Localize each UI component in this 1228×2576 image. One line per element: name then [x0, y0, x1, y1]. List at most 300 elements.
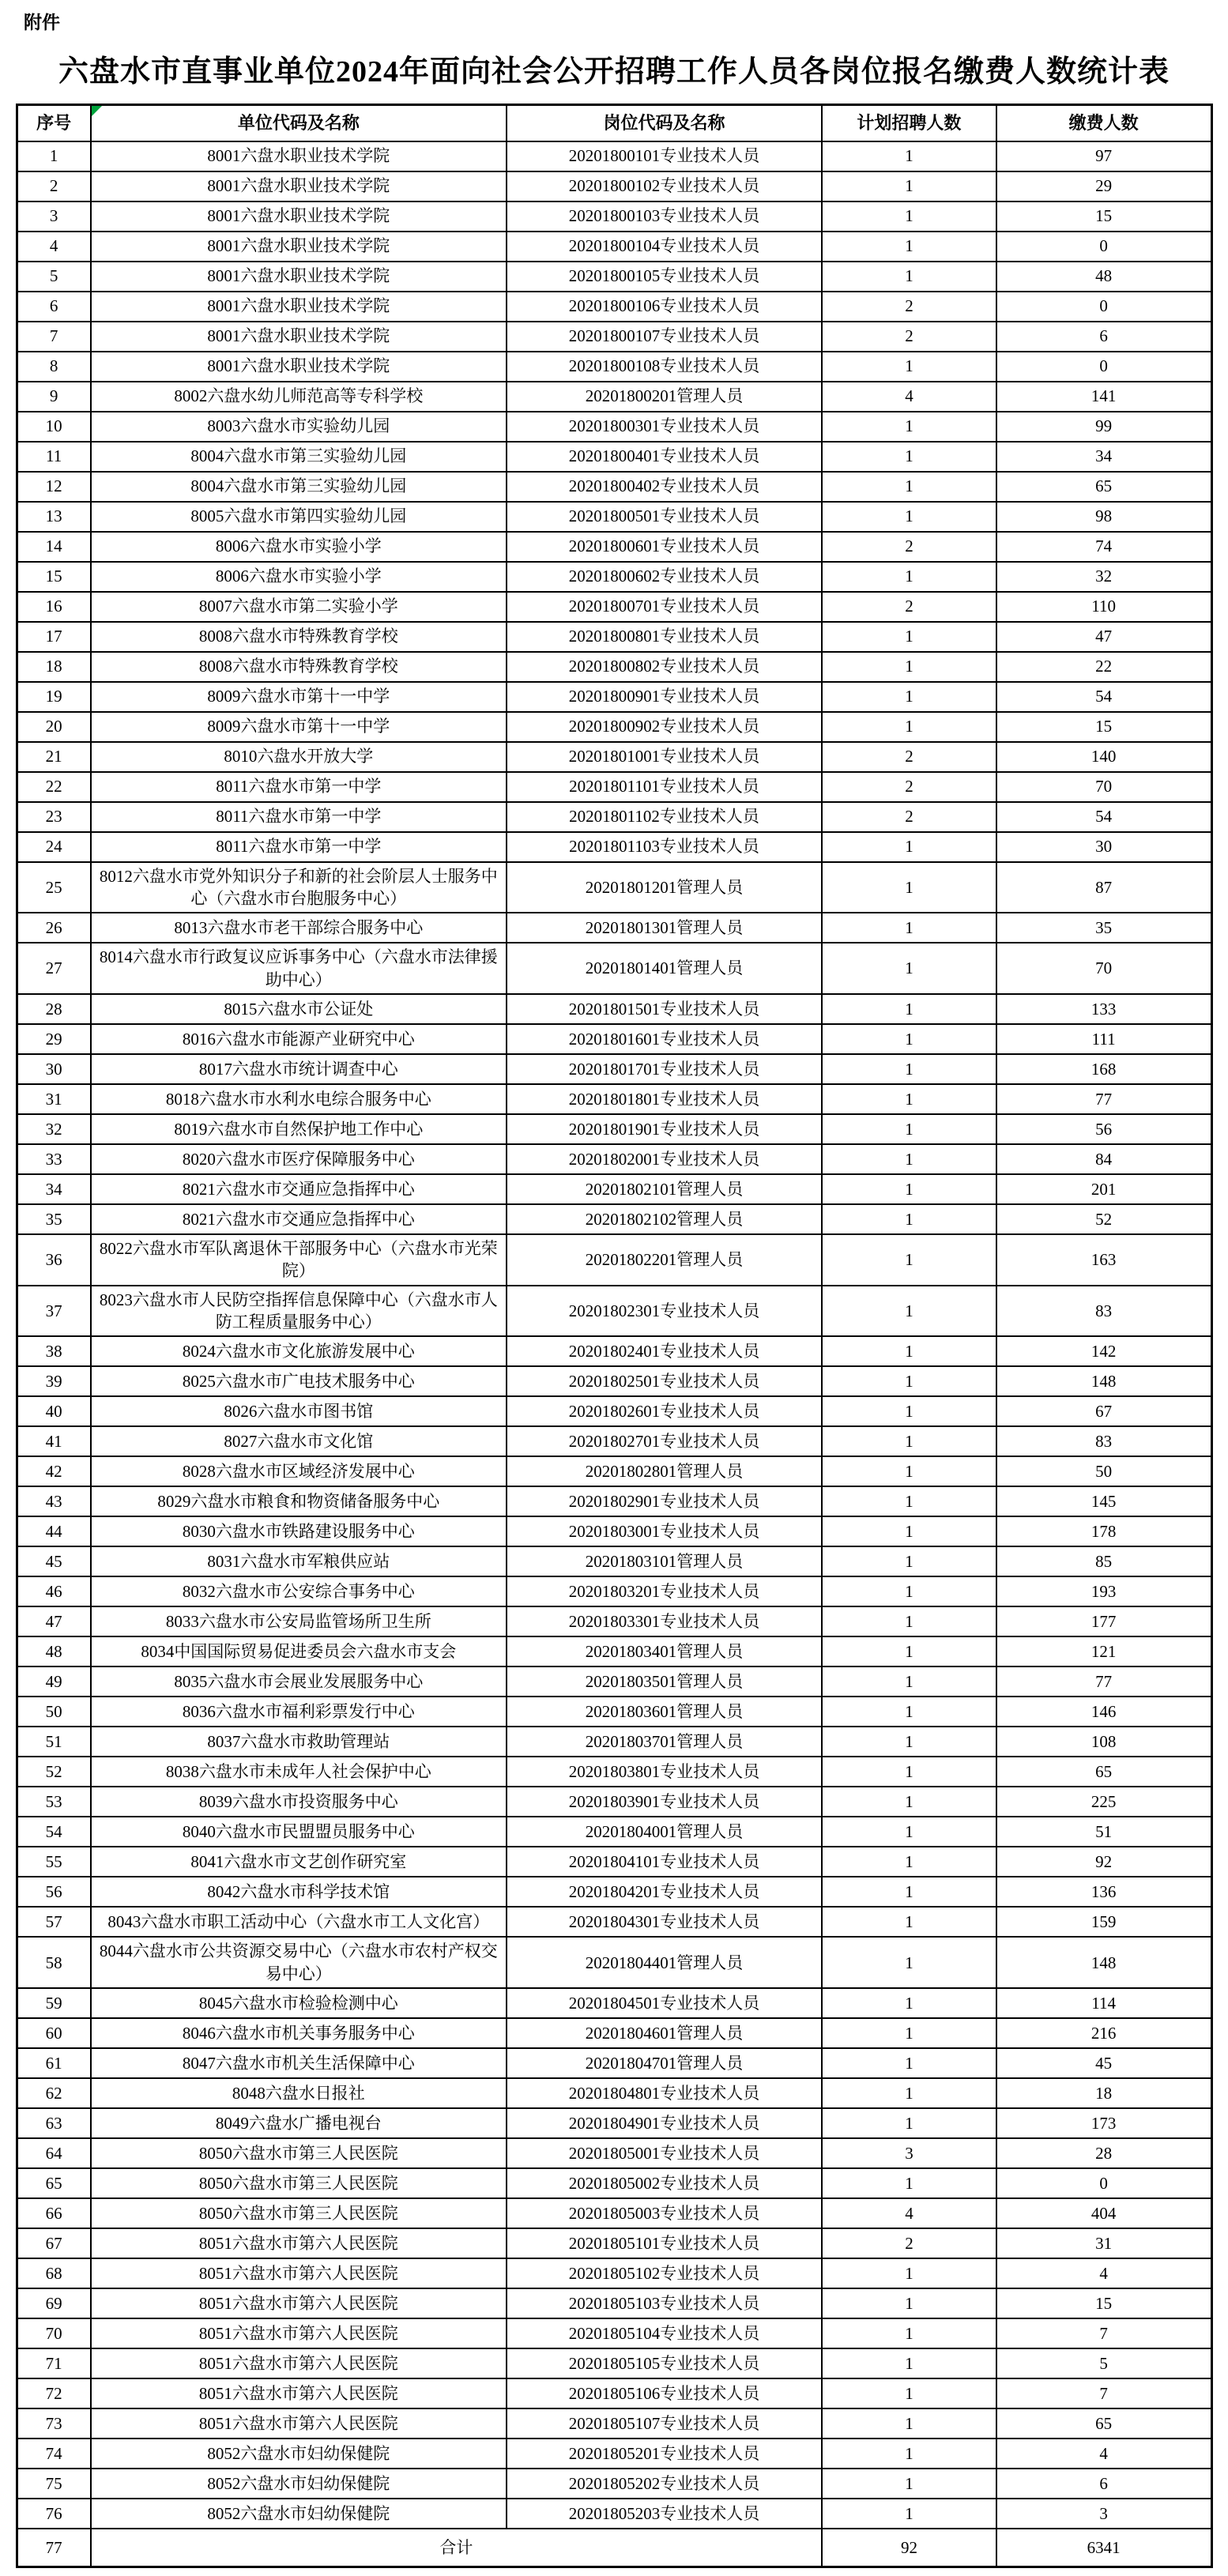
cell-planned: 1: [822, 1516, 996, 1546]
cell-paid: 136: [996, 1877, 1211, 1907]
cell-seq: 32: [17, 1114, 91, 1144]
cell-paid: 65: [996, 1757, 1211, 1787]
cell-position: 20201802102管理人员: [507, 1204, 822, 1234]
cell-position: 20201801001专业技术人员: [507, 742, 822, 772]
cell-position: 20201800701专业技术人员: [507, 592, 822, 622]
header-row: [17, 104, 1211, 141]
table-body: [17, 141, 1211, 2529]
table-row: [17, 502, 1211, 532]
cell-planned: 1: [822, 2408, 996, 2439]
cell-position: 20201800101专业技术人员: [507, 141, 822, 171]
cell-paid: 83: [996, 1426, 1211, 1456]
cell-paid: 15: [996, 201, 1211, 232]
cell-seq: 1: [17, 141, 91, 171]
table-row: [17, 562, 1211, 592]
cell-unit: 8042六盘水市科学技术馆: [91, 1877, 507, 1907]
table-row: [17, 2258, 1211, 2288]
cell-planned: 1: [822, 1757, 996, 1787]
cell-position: 20201804901专业技术人员: [507, 2108, 822, 2138]
cell-position: 20201803401管理人员: [507, 1636, 822, 1666]
cell-position: 20201805001专业技术人员: [507, 2138, 822, 2168]
cell-position: 20201800301专业技术人员: [507, 412, 822, 442]
table-row: [17, 141, 1211, 171]
cell-seq: 77: [17, 2529, 91, 2567]
cell-unit: 8011六盘水市第一中学: [91, 772, 507, 802]
cell-position: 20201800602专业技术人员: [507, 562, 822, 592]
cell-position: 20201805107专业技术人员: [507, 2408, 822, 2439]
cell-position: 20201805003专业技术人员: [507, 2198, 822, 2228]
cell-position: 20201800108专业技术人员: [507, 352, 822, 382]
cell-position: 20201801601专业技术人员: [507, 1024, 822, 1054]
cell-unit: 8019六盘水市自然保护地工作中心: [91, 1114, 507, 1144]
cell-paid: 98: [996, 502, 1211, 532]
cell-seq: 44: [17, 1516, 91, 1546]
cell-unit: 8051六盘水市第六人民医院: [91, 2318, 507, 2348]
table-row: [17, 2048, 1211, 2078]
cell-paid: 48: [996, 262, 1211, 292]
cell-seq: 29: [17, 1024, 91, 1054]
cell-paid: 177: [996, 1606, 1211, 1636]
cell-paid: 77: [996, 1666, 1211, 1697]
recruitment-stats-table: [16, 104, 1213, 2568]
cell-unit: 8051六盘水市第六人民医院: [91, 2228, 507, 2258]
cell-position: 20201800501专业技术人员: [507, 502, 822, 532]
cell-paid: 142: [996, 1336, 1211, 1366]
table-row: [17, 1396, 1211, 1426]
cell-paid: 404: [996, 2198, 1211, 2228]
table-row: [17, 1877, 1211, 1907]
cell-position: 20201802101管理人员: [507, 1174, 822, 1204]
cell-seq: 63: [17, 2108, 91, 2138]
cell-planned: 1: [822, 2499, 996, 2529]
cell-position: 20201802601专业技术人员: [507, 1396, 822, 1426]
cell-position: 20201805201专业技术人员: [507, 2439, 822, 2469]
cell-position: 20201804101专业技术人员: [507, 1847, 822, 1877]
cell-unit: 8025六盘水市广电技术服务中心: [91, 1366, 507, 1396]
cell-paid: 193: [996, 1576, 1211, 1606]
cell-planned: 1: [822, 1396, 996, 1426]
table-row: [17, 1024, 1211, 1054]
cell-seq: 38: [17, 1336, 91, 1366]
cell-paid: 110: [996, 592, 1211, 622]
table-row: [17, 1576, 1211, 1606]
cell-position: 20201800901专业技术人员: [507, 682, 822, 712]
cell-paid: 87: [996, 862, 1211, 913]
cell-paid: 47: [996, 622, 1211, 652]
cell-seq: 60: [17, 2018, 91, 2048]
table-row: [17, 772, 1211, 802]
table-row: [17, 1336, 1211, 1366]
table-row: [17, 2018, 1211, 2048]
cell-unit: 8002六盘水幼儿师范高等专科学校: [91, 382, 507, 412]
cell-unit: 8045六盘水市检验检测中心: [91, 1988, 507, 2018]
table-row: [17, 1174, 1211, 1204]
cell-paid: 45: [996, 2048, 1211, 2078]
cell-paid: 18: [996, 2078, 1211, 2108]
cell-seq: 76: [17, 2499, 91, 2529]
table-row: [17, 1286, 1211, 1337]
cell-paid: 148: [996, 1937, 1211, 1988]
cell-planned: 2: [822, 292, 996, 322]
cell-position: 20201805002专业技术人员: [507, 2168, 822, 2198]
table-header: [17, 104, 1211, 141]
cell-planned: 2: [822, 742, 996, 772]
cell-position: 20201800801专业技术人员: [507, 622, 822, 652]
cell-planned: 1: [822, 2078, 996, 2108]
cell-unit: 8006六盘水市实验小学: [91, 562, 507, 592]
table-row: [17, 382, 1211, 412]
cell-paid: 15: [996, 712, 1211, 742]
cell-paid: 15: [996, 2288, 1211, 2318]
cell-unit: 8050六盘水市第三人民医院: [91, 2138, 507, 2168]
cell-position: 20201805103专业技术人员: [507, 2288, 822, 2318]
cell-seq: 39: [17, 1366, 91, 1396]
table-row: [17, 262, 1211, 292]
cell-unit: 8001六盘水职业技术学院: [91, 292, 507, 322]
table-row: [17, 1697, 1211, 1727]
table-row: [17, 532, 1211, 562]
cell-seq: 19: [17, 682, 91, 712]
cell-position: 20201804701管理人员: [507, 2048, 822, 2078]
table-row: [17, 994, 1211, 1024]
cell-seq: 47: [17, 1606, 91, 1636]
cell-seq: 33: [17, 1144, 91, 1174]
cell-seq: 5: [17, 262, 91, 292]
cell-planned: 1: [822, 682, 996, 712]
cell-seq: 20: [17, 712, 91, 742]
cell-paid: 35: [996, 913, 1211, 943]
cell-position: 20201800104专业技术人员: [507, 232, 822, 262]
cell-total-label: 合计: [91, 2529, 822, 2567]
cell-planned: 1: [822, 2348, 996, 2378]
cell-position: 20201800902专业技术人员: [507, 712, 822, 742]
table-row: [17, 2078, 1211, 2108]
cell-planned: 1: [822, 352, 996, 382]
cell-seq: 73: [17, 2408, 91, 2439]
cell-paid: 121: [996, 1636, 1211, 1666]
cell-planned: 2: [822, 322, 996, 352]
cell-planned: 4: [822, 2198, 996, 2228]
cell-position: 20201805202专业技术人员: [507, 2469, 822, 2499]
table-row: [17, 652, 1211, 682]
cell-paid: 65: [996, 2408, 1211, 2439]
cell-planned: 1: [822, 1204, 996, 1234]
cell-seq: 8: [17, 352, 91, 382]
cell-paid: 6: [996, 322, 1211, 352]
cell-unit: 8038六盘水市未成年人社会保护中心: [91, 1757, 507, 1787]
cell-planned: 1: [822, 1336, 996, 1366]
cell-unit: 8052六盘水市妇幼保健院: [91, 2439, 507, 2469]
cell-seq: 75: [17, 2469, 91, 2499]
cell-unit: 8040六盘水市民盟盟员服务中心: [91, 1817, 507, 1847]
table-row: [17, 201, 1211, 232]
cell-seq: 46: [17, 1576, 91, 1606]
cell-unit: 8044六盘水市公共资源交易中心（六盘水市农村产权交易中心）: [91, 1937, 507, 1988]
cell-planned: 1: [822, 262, 996, 292]
cell-position: 20201801102专业技术人员: [507, 802, 822, 832]
cell-seq: 35: [17, 1204, 91, 1234]
cell-position: 20201802001专业技术人员: [507, 1144, 822, 1174]
header-position: 岗位代码及名称: [507, 104, 822, 141]
table-row: [17, 1426, 1211, 1456]
cell-paid: 56: [996, 1114, 1211, 1144]
cell-position: 20201800105专业技术人员: [507, 262, 822, 292]
cell-planned: 1: [822, 1054, 996, 1084]
table-row: [17, 2228, 1211, 2258]
cell-seq: 57: [17, 1907, 91, 1937]
cell-unit: 8021六盘水市交通应急指挥中心: [91, 1174, 507, 1204]
cell-paid: 28: [996, 2138, 1211, 2168]
table-row: [17, 1907, 1211, 1937]
cell-paid: 51: [996, 1817, 1211, 1847]
cell-paid: 0: [996, 232, 1211, 262]
table-row: [17, 682, 1211, 712]
cell-seq: 26: [17, 913, 91, 943]
cell-planned: 1: [822, 2318, 996, 2348]
cell-paid: 29: [996, 171, 1211, 201]
cell-paid: 22: [996, 652, 1211, 682]
cell-planned: 1: [822, 1234, 996, 1286]
cell-position: 20201803801专业技术人员: [507, 1757, 822, 1787]
cell-seq: 51: [17, 1727, 91, 1757]
cell-planned: 1: [822, 141, 996, 171]
table-row: [17, 2469, 1211, 2499]
table-row: [17, 2408, 1211, 2439]
cell-seq: 54: [17, 1817, 91, 1847]
cell-paid: 145: [996, 1486, 1211, 1516]
cell-planned: 1: [822, 1286, 996, 1337]
cell-seq: 30: [17, 1054, 91, 1084]
table-row: [17, 1516, 1211, 1546]
cell-planned: 1: [822, 472, 996, 502]
cell-position: 20201805106专业技术人员: [507, 2378, 822, 2408]
table-row: [17, 742, 1211, 772]
cell-seq: 15: [17, 562, 91, 592]
cell-unit: 8029六盘水市粮食和物资储备服务中心: [91, 1486, 507, 1516]
cell-planned: 1: [822, 1988, 996, 2018]
cell-seq: 36: [17, 1234, 91, 1286]
cell-unit: 8043六盘水市职工活动中心（六盘水市工人文化宫）: [91, 1907, 507, 1937]
cell-unit: 8001六盘水职业技术学院: [91, 262, 507, 292]
cell-seq: 11: [17, 442, 91, 472]
cell-unit: 8001六盘水职业技术学院: [91, 171, 507, 201]
cell-paid: 0: [996, 352, 1211, 382]
table-row: [17, 322, 1211, 352]
cell-position: 20201800201管理人员: [507, 382, 822, 412]
header-paid: 缴费人数: [996, 104, 1211, 141]
table-row: [17, 1727, 1211, 1757]
cell-seq: 65: [17, 2168, 91, 2198]
cell-seq: 34: [17, 1174, 91, 1204]
cell-paid: 97: [996, 141, 1211, 171]
cell-seq: 6: [17, 292, 91, 322]
cell-seq: 18: [17, 652, 91, 682]
cell-planned: 3: [822, 2138, 996, 2168]
cell-paid: 7: [996, 2378, 1211, 2408]
cell-position: 20201801701专业技术人员: [507, 1054, 822, 1084]
cell-planned: 1: [822, 994, 996, 1024]
table-row: [17, 1606, 1211, 1636]
table-row: [17, 862, 1211, 913]
cell-unit: 8034中国国际贸易促进委员会六盘水市支会: [91, 1636, 507, 1666]
cell-unit: 8031六盘水市军粮供应站: [91, 1546, 507, 1576]
table-row: [17, 2318, 1211, 2348]
cell-position: 20201801103专业技术人员: [507, 832, 822, 862]
cell-unit: 8020六盘水市医疗保障服务中心: [91, 1144, 507, 1174]
cell-seq: 69: [17, 2288, 91, 2318]
table-row: [17, 1757, 1211, 1787]
attachment-label: 附件: [24, 12, 60, 32]
cell-unit: 8052六盘水市妇幼保健院: [91, 2469, 507, 2499]
cell-seq: 4: [17, 232, 91, 262]
cell-planned: 1: [822, 201, 996, 232]
cell-seq: 61: [17, 2048, 91, 2078]
cell-unit: 8047六盘水市机关生活保障中心: [91, 2048, 507, 2078]
cell-paid: 77: [996, 1084, 1211, 1114]
cell-position: 20201800103专业技术人员: [507, 201, 822, 232]
cell-planned: 1: [822, 1907, 996, 1937]
cell-position: 20201801801专业技术人员: [507, 1084, 822, 1114]
table-row: [17, 412, 1211, 442]
cell-paid: 65: [996, 472, 1211, 502]
cell-paid: 140: [996, 742, 1211, 772]
cell-unit: 8001六盘水职业技术学院: [91, 352, 507, 382]
cell-seq: 62: [17, 2078, 91, 2108]
table-row: [17, 2108, 1211, 2138]
header-seq: 序号: [17, 104, 91, 141]
cell-paid: 159: [996, 1907, 1211, 1937]
cell-unit: 8051六盘水市第六人民医院: [91, 2378, 507, 2408]
cell-paid: 201: [996, 1174, 1211, 1204]
cell-seq: 41: [17, 1426, 91, 1456]
cell-unit: 8026六盘水市图书馆: [91, 1396, 507, 1426]
table-row: [17, 1937, 1211, 1988]
cell-seq: 17: [17, 622, 91, 652]
cell-position: 20201800102专业技术人员: [507, 171, 822, 201]
cell-seq: 74: [17, 2439, 91, 2469]
cell-planned: 1: [822, 171, 996, 201]
cell-unit: 8016六盘水市能源产业研究中心: [91, 1024, 507, 1054]
cell-unit: 8046六盘水市机关事务服务中心: [91, 2018, 507, 2048]
cell-unit: 8001六盘水职业技术学院: [91, 232, 507, 262]
cell-planned: 4: [822, 382, 996, 412]
cell-unit: 8036六盘水市福利彩票发行中心: [91, 1697, 507, 1727]
cell-paid: 0: [996, 292, 1211, 322]
cell-planned: 1: [822, 1817, 996, 1847]
cell-unit: 8006六盘水市实验小学: [91, 532, 507, 562]
cell-position: 20201803601管理人员: [507, 1697, 822, 1727]
cell-position: 20201805101专业技术人员: [507, 2228, 822, 2258]
cell-unit: 8012六盘水市党外知识分子和新的社会阶层人士服务中心（六盘水市台胞服务中心）: [91, 862, 507, 913]
cell-position: 20201801101专业技术人员: [507, 772, 822, 802]
cell-unit: 8021六盘水市交通应急指挥中心: [91, 1204, 507, 1234]
cell-unit: 8008六盘水市特殊教育学校: [91, 622, 507, 652]
cell-seq: 70: [17, 2318, 91, 2348]
cell-seq: 48: [17, 1636, 91, 1666]
cell-unit: 8010六盘水开放大学: [91, 742, 507, 772]
cell-planned: 1: [822, 1366, 996, 1396]
cell-unit: 8037六盘水市救助管理站: [91, 1727, 507, 1757]
cell-paid: 32: [996, 562, 1211, 592]
cell-unit: 8051六盘水市第六人民医院: [91, 2348, 507, 2378]
cell-position: 20201804801专业技术人员: [507, 2078, 822, 2108]
table-row: [17, 292, 1211, 322]
cell-paid: 50: [996, 1456, 1211, 1486]
cell-seq: 55: [17, 1847, 91, 1877]
cell-position: 20201803201专业技术人员: [507, 1576, 822, 1606]
header-unit: [91, 104, 507, 141]
cell-planned: 1: [822, 1024, 996, 1054]
cell-planned: 1: [822, 1937, 996, 1988]
cell-seq: 52: [17, 1757, 91, 1787]
cell-unit: 8032六盘水市公安综合事务中心: [91, 1576, 507, 1606]
cell-unit: 8039六盘水市投资服务中心: [91, 1787, 507, 1817]
cell-paid: 163: [996, 1234, 1211, 1286]
table-row: [17, 1234, 1211, 1286]
page-title: 六盘水市直事业单位2024年面向社会公开招聘工作人员各岗位报名缴费人数统计表: [58, 55, 1170, 89]
cell-planned: 1: [822, 652, 996, 682]
cell-paid: 99: [996, 412, 1211, 442]
cell-seq: 56: [17, 1877, 91, 1907]
cell-planned: 1: [822, 1114, 996, 1144]
cell-position: 20201801301管理人员: [507, 913, 822, 943]
table-row: [17, 442, 1211, 472]
cell-unit: 8009六盘水市第十一中学: [91, 712, 507, 742]
cell-paid: 74: [996, 532, 1211, 562]
cell-position: 20201805104专业技术人员: [507, 2318, 822, 2348]
cell-planned: 1: [822, 2108, 996, 2138]
cell-position: 20201801401管理人员: [507, 943, 822, 994]
cell-paid: 6341: [996, 2529, 1211, 2567]
cell-planned: 1: [822, 1727, 996, 1757]
cell-seq: 22: [17, 772, 91, 802]
cell-seq: 40: [17, 1396, 91, 1426]
cell-paid: 108: [996, 1727, 1211, 1757]
cell-position: 20201800106专业技术人员: [507, 292, 822, 322]
cell-unit: 8017六盘水市统计调查中心: [91, 1054, 507, 1084]
cell-position: 20201805105专业技术人员: [507, 2348, 822, 2378]
cell-planned: 1: [822, 2168, 996, 2198]
cell-unit: 8041六盘水市文艺创作研究室: [91, 1847, 507, 1877]
cell-position: 20201803501管理人员: [507, 1666, 822, 1697]
table-row: [17, 1988, 1211, 2018]
cell-unit: 8014六盘水市行政复议应诉事务中心（六盘水市法律援助中心）: [91, 943, 507, 994]
cell-seq: 72: [17, 2378, 91, 2408]
cell-planned: 1: [822, 913, 996, 943]
table-footer: [17, 2529, 1211, 2567]
cell-paid: 225: [996, 1787, 1211, 1817]
cell-seq: 24: [17, 832, 91, 862]
cell-seq: 3: [17, 201, 91, 232]
cell-seq: 7: [17, 322, 91, 352]
cell-planned: 1: [822, 2288, 996, 2318]
cell-planned: 1: [822, 1486, 996, 1516]
cell-unit: 8028六盘水市区域经济发展中心: [91, 1456, 507, 1486]
cell-unit: 8024六盘水市文化旅游发展中心: [91, 1336, 507, 1366]
cell-paid: 178: [996, 1516, 1211, 1546]
table-row: [17, 1054, 1211, 1084]
cell-seq: 21: [17, 742, 91, 772]
table-row: [17, 2168, 1211, 2198]
cell-seq: 14: [17, 532, 91, 562]
cell-position: 20201800402专业技术人员: [507, 472, 822, 502]
cell-planned: 1: [822, 412, 996, 442]
cell-position: 20201802701专业技术人员: [507, 1426, 822, 1456]
cell-paid: 85: [996, 1546, 1211, 1576]
cell-unit: 8050六盘水市第三人民医院: [91, 2198, 507, 2228]
cell-position: 20201801901专业技术人员: [507, 1114, 822, 1144]
cell-planned: 1: [822, 502, 996, 532]
